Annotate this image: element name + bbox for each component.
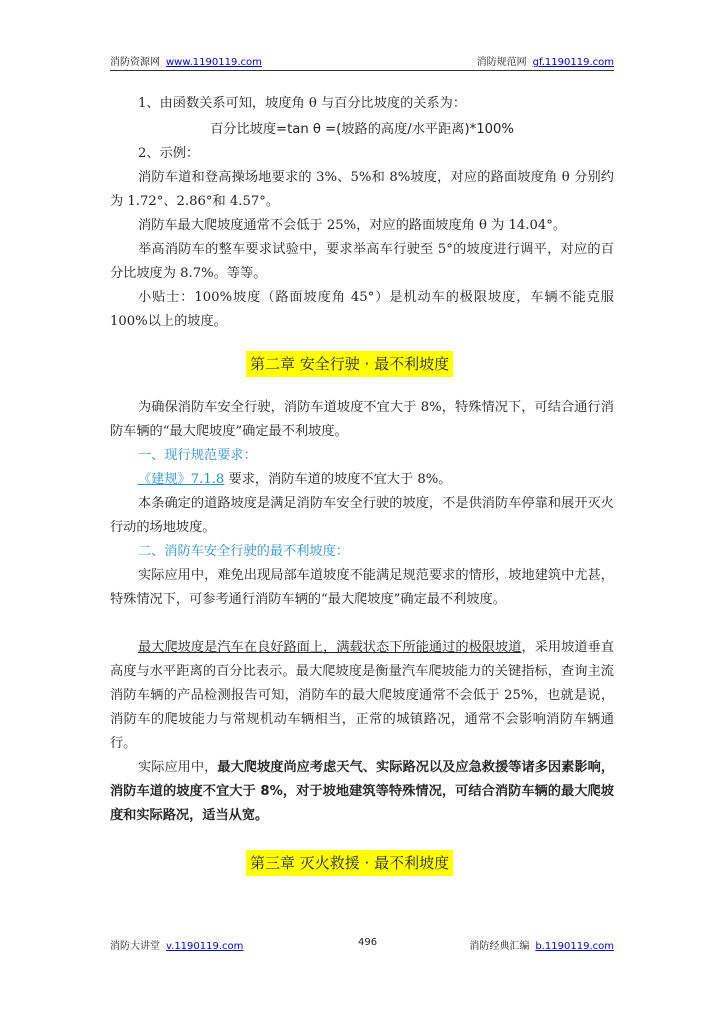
conclusion-lead: 实际应用中， bbox=[138, 760, 218, 775]
max-gradeability-definition: 最大爬坡度是汽车在良好路面上，满载状态下所能通过的极限坡道 bbox=[138, 640, 522, 655]
footer-left-label: 消防大讲堂 bbox=[110, 941, 160, 952]
paragraph-conclusion bbox=[110, 756, 614, 828]
page-footer bbox=[110, 937, 614, 953]
header-right bbox=[477, 53, 614, 68]
footer-left bbox=[110, 937, 243, 952]
chapter-3-title: 第三章 灭火救援 · 最不利坡度 bbox=[246, 850, 453, 876]
paragraph-example-1: 消防车道和登高操场地要求的 3%、5%和 8%坡度，对应的路面坡度角 θ 分别约为 1.72°、2.86°和 4.57°。 bbox=[110, 170, 614, 209]
code-reference-link[interactable]: 《建规》7.1.8 bbox=[138, 472, 225, 487]
paragraph-example-3: 举高消防车的整车要求试验中，要求举高车行驶至 5°的坡度进行调平，对应的百分比坡度为 8.7%。等等。 bbox=[110, 242, 614, 281]
section-current-requirements: 一、现行规范要求： bbox=[138, 448, 257, 463]
formula-line: 百分比坡度=tan θ =(坡路的高度/水平距离)*100% bbox=[210, 122, 514, 137]
paragraph-chapter2-intro: 为确保消防车安全行驶，消防车道坡度不宜大于 8%，特殊情况下，可结合通行消防车辆的“最大爬坡度”确定最不利坡度。 bbox=[110, 400, 614, 439]
paragraph-example-2: 消防车最大爬坡度通常不会低于 25%，对应的路面坡度角 θ 为 14.04°。 bbox=[138, 218, 567, 233]
paragraph-slope-meaning: 本条确定的道路坡度是满足消防车安全行驶的坡度，不是供消防车停靠和展开灭火行动的场地坡度。 bbox=[110, 496, 614, 535]
page-number: 496 bbox=[358, 937, 378, 948]
header-left bbox=[110, 53, 262, 68]
footer-left-link[interactable]: v.1190119.com bbox=[166, 941, 244, 952]
code-reference-text: 要求，消防车道的坡度不宜大于 8%。 bbox=[224, 472, 452, 487]
paragraph-relation: 1、由函数关系可知，坡度角 θ 与百分比坡度的关系为： bbox=[138, 96, 467, 111]
max-gradeability-text: ，采用坡道垂直高度与水平距离的百分比表示。最大爬坡度是衡量汽车爬坡能力的关键指标，查询主流消防车辆的产品检测报告可知，消防车的最大爬坡度通常不会低于 25%，也就是说，消防车的爬坡能力与常规机动车辆相当，正常的城镇路况，通常不会影响消防车辆通行。 bbox=[110, 640, 615, 751]
section-worst-slope: 二、消防车安全行驶的最不利坡度： bbox=[138, 544, 349, 559]
conclusion-bold: 最大爬坡度尚应考虑天气、实际路况以及应急救援等诸多因素影响，消防车道的坡度不宜大于 8%，对于坡地建筑等特殊情况，可结合消防车辆的最大爬坡度和实际路况，适当从宽。 bbox=[110, 760, 615, 823]
paragraph-practical: 实际应用中，难免出现局部车道坡度不能满足规范要求的情形，坡地建筑中尤甚，特殊情况下，可参考通行消防车辆的“最大爬坡度”确定最不利坡度。 bbox=[110, 568, 614, 607]
chapter-2-title: 第二章 安全行驶 · 最不利坡度 bbox=[246, 351, 453, 377]
header-left-link[interactable]: www.1190119.com bbox=[166, 57, 262, 68]
header-right-label: 消防规范网 bbox=[476, 57, 527, 68]
footer-right bbox=[469, 937, 614, 952]
paragraph-code-reference bbox=[110, 468, 614, 492]
paragraph-max-gradeability bbox=[110, 636, 614, 756]
footer-right-link[interactable]: b.1190119.com bbox=[535, 941, 614, 952]
header-left-label: 消防资源网 bbox=[110, 57, 160, 68]
footer-right-label: 消防经典汇编 bbox=[469, 941, 530, 952]
header-right-link[interactable]: gf.1190119.com bbox=[532, 57, 614, 68]
paragraph-tip: 小贴士：100%坡度（路面坡度角 45°）是机动车的极限坡度，车辆不能克服 100%以上的坡度。 bbox=[110, 290, 614, 329]
page-header bbox=[110, 50, 614, 71]
paragraph-example-heading: 2、示例： bbox=[138, 146, 200, 161]
